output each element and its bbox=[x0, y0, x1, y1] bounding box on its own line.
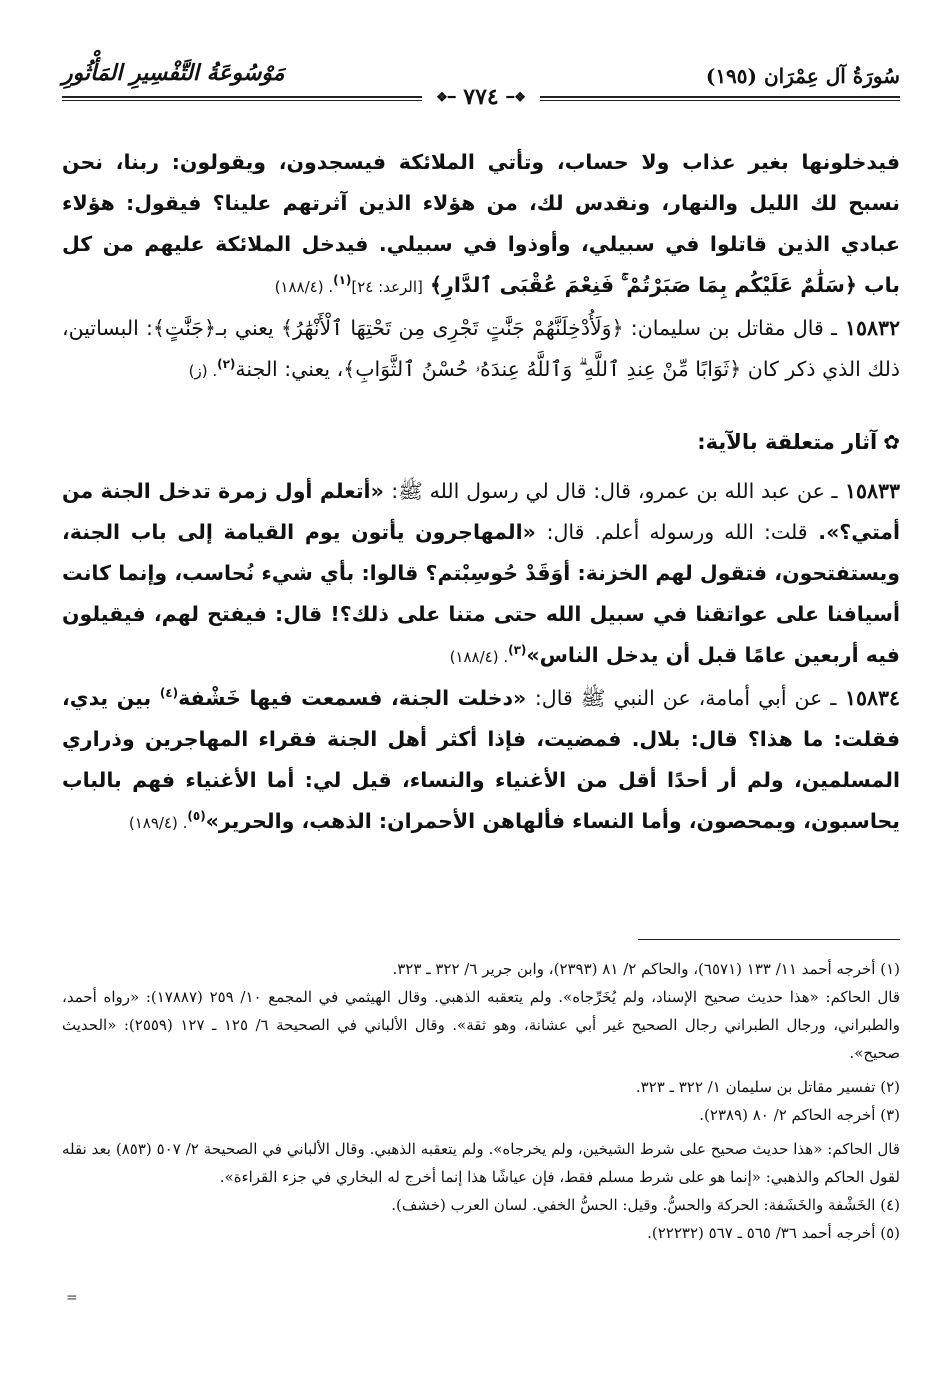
page-number: ٧٧٤ bbox=[463, 84, 499, 110]
athar-15833: ١٥٨٣٣ ـ عن عبد الله بن عمرو، قال: قال لي رسول الله ﷺ: «أتعلم أول زمرة تدخل الجنة من أمتي؟». قلت: الله ورسوله أعلم. قال: «المهاجرون يأتون يوم القيامة إلى باب الجنة، ويستفتحون، فتقول لهم الخزنة: أوَقَدْ حُوسِبْتم؟ قالوا: بأي شيء نُحاسب، وإنما كانت أسيافنا على عواتقنا في سبيل الله حتى متنا على ذلك؟! قال: فيفتح لهم، فيقيلون فيه أربعين عامًا قبل أن يدخل الناس»$^{(٣)}$. (١٨٨/٤) bbox=[62, 479, 901, 667]
ornament-icon: ❖━ bbox=[506, 90, 526, 106]
footnote-5: (٥) أخرجه أحمد ٣٦/ ٥٦٥ ـ ٥٦٧ (٢٢٢٣٢). bbox=[647, 1224, 900, 1242]
footnote-1: (١) أخرجه أحمد ١١/ ١٣٣ (٦٥٧١)، والحاكم ٢/ ٨١ (٢٣٩٣)، وابن جرير ٦/ ٣٢٢ ـ ٣٢٣. bbox=[392, 960, 900, 978]
flower-icon: ✿ bbox=[883, 430, 900, 454]
section-heading: ✿آثار متعلقة بالآية: bbox=[697, 430, 900, 454]
athar-15832: ١٥٨٣٢ ـ قال مقاتل بن سليمان: ﴿وَلَأُدْخِلَنَّهُمْ جَنَّٰتٍ تَجْرِى مِن تَحْتِهَا ٱلْأَنْهَٰرُ﴾ يعني بـ﴿جَنَّٰتٍ﴾: البساتين، ذلك الذي ذكر كان ﴿ثَوَابًا مِّنْ عِندِ ٱللَّهِ ۗ وَٱللَّهُ عِندَهُۥ حُسْنُ ٱلثَّوَابِ﴾، يعني: الجنة$^{(٢)}$. (ز) bbox=[62, 316, 900, 381]
footnote-separator bbox=[638, 939, 900, 940]
footnote-3: (٣) أخرجه الحاكم ٢/ ٨٠ (٢٣٨٩). bbox=[699, 1106, 900, 1124]
ornament-icon: ━❖ bbox=[436, 90, 456, 106]
footnotes bbox=[62, 955, 900, 1247]
series-title: مَوْسُوعَةُ التَّفْسِيرِ المَأْثُورِ bbox=[62, 60, 285, 86]
surah-title: سُورَةُ آل عِمْرَان (١٩٥) bbox=[705, 64, 900, 88]
footnote-1-note: قال الحاكم: «هذا حديث صحيح الإسناد، ولم يُخَرِّجاه». ولم يتعقبه الذهبي. وقال الهيثمي في المجمع ١٠/ ٢٥٩ (١٧٨٨٧): «رواه أحمد، والطبراني، ورجال الطبراني رجال الصحيح غير أبي عشانة، وهو ثقة». وقال الألباني في الصحيحة ٦/ ١٢٥ ـ ١٢٧ (٢٥٥٩): «الحديث صحيح». bbox=[62, 988, 900, 1062]
footnote-3-note: قال الحاكم: «هذا حديث صحيح على شرط الشيخين، ولم يخرجاه». ولم يتعقبه الذهبي. وقال الألباني في الصحيحة ٢/ ٥٠٧ (٨٥٣) بعد نقله لقول الحاكم والذهبي: «إنما هو على شرط مسلم فقط، فإن عياشًا هذا إنما أخرج له البخاري في جزء القراءة». bbox=[62, 1140, 900, 1186]
footnote-4: (٤) الخَشْفة والخَشَفة: الحركة والحسُّ. وقيل: الحسُّ الخفي. لسان العرب (خشف). bbox=[391, 1196, 900, 1214]
main-text bbox=[62, 142, 900, 844]
footnote-2: (٢) تفسير مقاتل بن سليمان ١/ ٣٢٢ ـ ٣٢٣. bbox=[635, 1078, 900, 1096]
page-header bbox=[62, 52, 900, 122]
book-page bbox=[62, 52, 900, 1362]
paragraph-continuation: فيدخلونها بغير عذاب ولا حساب، وتأتي الملائكة فيسجدون، ويقولون: ربنا، نحن نسبح لك الليل والنهار، ونقدس لك، من هؤلاء الذين آثرتهم علينا؟ فيقول: هؤلاء عبادي الذين قاتلوا في سبيلي، وأوذوا في سبيلي. فيدخل الملائكة عليهم من كل باب ﴿سَلَٰمٌ عَلَيْكُم بِمَا صَبَرْتُمْ ۚ فَنِعْمَ عُقْبَى ٱلدَّارِ﴾ [الرعد: ٢٤]$^{(١)}$. (١٨٨/٤) bbox=[62, 150, 900, 297]
margin-mark: = bbox=[66, 1290, 78, 1306]
athar-15834: ١٥٨٣٤ ـ عن أبي أمامة، عن النبي ﷺ قال: «دخلت الجنة، فسمعت فيها خَشْفة$^{(٤)}$ بين يدي، فقلت: ما هذا؟ قال: بلال. فمضيت، فإذا أكثر أهل الجنة فقراء المهاجرين وذراري المسلمين، ولم أر أحدًا أقل من الأغنياء والنساء، قيل لي: أما الأغنياء فهم بالباب يحاسبون، ويمحصون، وأما النساء فألهاهن الأحمران: الذهب، والحرير»$^{(٥)}$. (١٨٩/٤) bbox=[62, 686, 901, 833]
